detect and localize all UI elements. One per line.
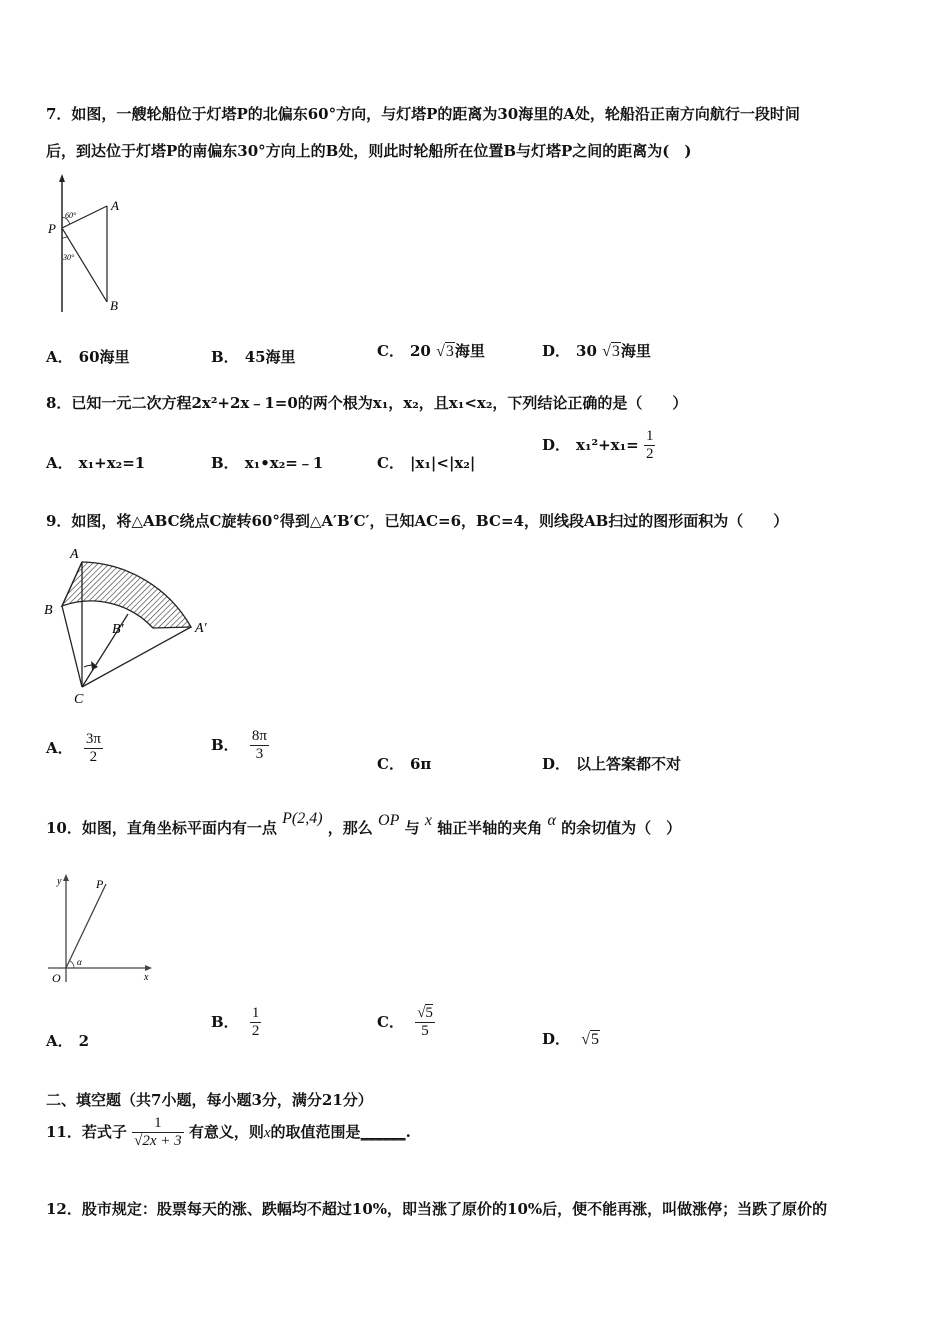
option-unit: 海里 (454, 342, 485, 360)
sqrt-expression: √3 (602, 343, 620, 360)
q10-alpha: α (547, 812, 556, 829)
q7-option-a[interactable] (46, 346, 130, 367)
option-text: 以上答案都不对 (576, 755, 682, 773)
q11-suffix: 的取值范围是 (270, 1122, 361, 1141)
q9-text: 9．如图，将△ABC绕点C旋转60°得到△A′B′C′，已知AC=6，BC=4，则线段AB扫过的图形面积为（ ） (46, 512, 789, 530)
option-label: A． (46, 1032, 73, 1050)
option-label: D． (542, 1030, 571, 1048)
option-text: 6π (409, 755, 432, 773)
option-coef: 20 (409, 342, 431, 360)
q7-label-b: B (110, 298, 118, 313)
q8-option-d[interactable] (542, 428, 655, 464)
fraction (132, 1115, 184, 1151)
option-label: D． (542, 435, 571, 454)
denominator: 2 (84, 748, 103, 766)
q11-mid: 有意义，则 (188, 1122, 264, 1141)
q7-label-angle2: 30° (63, 253, 75, 262)
q9-label-c: C (74, 692, 84, 707)
q10-label-alpha: α (77, 957, 82, 967)
q10-label-x: x (144, 972, 149, 983)
q7-label-angle1: 60° (65, 211, 77, 220)
q10-option-a[interactable] (46, 1030, 89, 1051)
option-label: C． (377, 454, 404, 472)
q9-label-a-prime: A′ (195, 621, 207, 636)
option-text: x₁²+x₁= (576, 435, 639, 454)
q9-option-b[interactable] (211, 728, 269, 764)
q11-text (46, 1115, 411, 1151)
numerator: 1 (645, 428, 654, 444)
q10-label-p: P (96, 877, 104, 891)
q11-var: x (263, 1124, 271, 1141)
q10-prefix: 10．如图，直角坐标平面内有一点 (46, 819, 277, 837)
sqrt-expression: √5 (581, 1031, 600, 1048)
option-label: C． (377, 342, 404, 360)
option-label: B． (211, 1012, 239, 1031)
q11-end: . (405, 1122, 411, 1141)
q7-line2: 后，到达位于灯塔P的南偏东30°方向上的B处，则此时轮船所在位置B与灯塔P之间的距离为( ) (46, 142, 692, 160)
q7-angle-arc2 (62, 236, 68, 238)
numerator: 1 (251, 1005, 260, 1021)
q9-segment-bc (62, 606, 82, 687)
numerator: 3π (85, 731, 101, 747)
fraction (415, 1005, 435, 1041)
q12-text: 12．股市规定：股票每天的涨、跌幅均不超过10%，即当涨了原价的10%后，便不能再涨，叫做涨停；当跌了原价的 (46, 1200, 828, 1218)
q10-option-d[interactable] (542, 1028, 600, 1049)
numerator: √5 (417, 1005, 433, 1021)
denominator: 2 (645, 446, 654, 463)
option-label: B． (211, 454, 239, 472)
q10-y-arrow-icon (63, 874, 69, 881)
q7-option-b[interactable] (211, 346, 296, 367)
fraction (250, 1005, 262, 1041)
q8-option-c[interactable] (377, 452, 475, 473)
q10-mid1: ，那么 (327, 819, 373, 837)
option-text: x₁•x₂=﹣1 (244, 454, 324, 472)
option-label: B． (211, 735, 239, 754)
option-text: x₁+x₂=1 (78, 454, 146, 472)
q8-option-b[interactable] (211, 452, 323, 473)
q9-option-c[interactable] (377, 753, 431, 774)
q10-suffix: 的余切值为（ ） (561, 819, 682, 837)
denominator: 5 (415, 1022, 435, 1040)
q10-point: P(2,4) (282, 810, 323, 827)
radicand: 3 (445, 343, 454, 360)
q7-line1: 7．如图，一艘轮船位于灯塔P的北偏东60°方向，与灯塔P的距离为30海里的A处，轮船沿正南方向航行一段时间 (46, 105, 800, 123)
q10-mid3: 轴正半轴的夹角 (437, 819, 543, 837)
q10-op: OP (378, 812, 400, 829)
q7-line-pb (62, 228, 107, 302)
answer-blank[interactable]: ______ (360, 1122, 406, 1141)
option-coef: 30 (576, 342, 597, 360)
q10-label-o: O (52, 971, 61, 985)
radicand: 5 (591, 1031, 600, 1048)
q7-option-d[interactable] (542, 340, 651, 361)
q9-figure (40, 542, 220, 707)
option-label: C． (377, 755, 404, 773)
q7-north-arrow-icon (59, 174, 65, 182)
q10-x-arrow-icon (145, 965, 152, 971)
radicand: 2x + 3 (142, 1133, 182, 1150)
q9-label-b-prime: B′ (112, 622, 124, 637)
q9-segment-a2c (82, 627, 191, 687)
section-title: 二、填空题（共7小题，每小题3分，满分21分） (46, 1091, 373, 1109)
option-text: 60海里 (78, 348, 130, 366)
q10-option-c[interactable] (377, 1005, 435, 1041)
option-text: |x₁|<|x₂| (409, 454, 476, 472)
option-unit: 海里 (620, 342, 651, 360)
option-text: 2 (78, 1032, 90, 1050)
option-label: D． (542, 342, 571, 360)
radicand: 3 (611, 343, 620, 360)
q7-option-c[interactable] (377, 340, 485, 361)
q8-text: 8．已知一元二次方程2x²+2x﹣1=0的两个根为x₁，x₂，且x₁<x₂，下列结论正确的是（ ） (46, 394, 688, 412)
q10-label-y: y (57, 876, 62, 887)
q7-label-a: A (111, 198, 119, 213)
q10-ray-op (66, 884, 106, 968)
q11-prefix: 11．若式子 (46, 1122, 127, 1141)
sqrt-expression: √3 (436, 343, 454, 360)
q8-option-a[interactable] (46, 452, 145, 473)
denominator: 2 (251, 1023, 260, 1040)
numerator: 8π (251, 728, 267, 744)
fraction (644, 428, 656, 464)
q10-option-b[interactable] (211, 1005, 261, 1041)
option-label: C． (377, 1012, 404, 1031)
option-label: A． (46, 348, 73, 366)
numerator: 1 (154, 1115, 162, 1131)
q10-mid2: 与 (404, 819, 420, 837)
q7-label-p: P (48, 221, 56, 236)
option-label: B． (211, 348, 239, 366)
denominator: √2x + 3 (134, 1133, 182, 1150)
q9-label-b: B (44, 603, 53, 618)
q10-figure (44, 870, 159, 990)
option-text: 45海里 (244, 348, 296, 366)
fraction (84, 731, 103, 767)
fraction (250, 728, 269, 764)
q9-option-d[interactable] (542, 753, 681, 774)
radicand: 5 (425, 1005, 433, 1021)
q9-option-a[interactable] (46, 731, 103, 767)
q9-label-a: A (70, 547, 79, 562)
denominator: 3 (250, 745, 269, 763)
q10-text (46, 810, 682, 838)
option-label: A． (46, 454, 73, 472)
q7-figure (44, 172, 134, 317)
option-label: D． (542, 755, 571, 773)
q10-x: x (424, 812, 432, 829)
option-label: A． (46, 738, 73, 757)
q10-angle-arc (70, 961, 74, 968)
